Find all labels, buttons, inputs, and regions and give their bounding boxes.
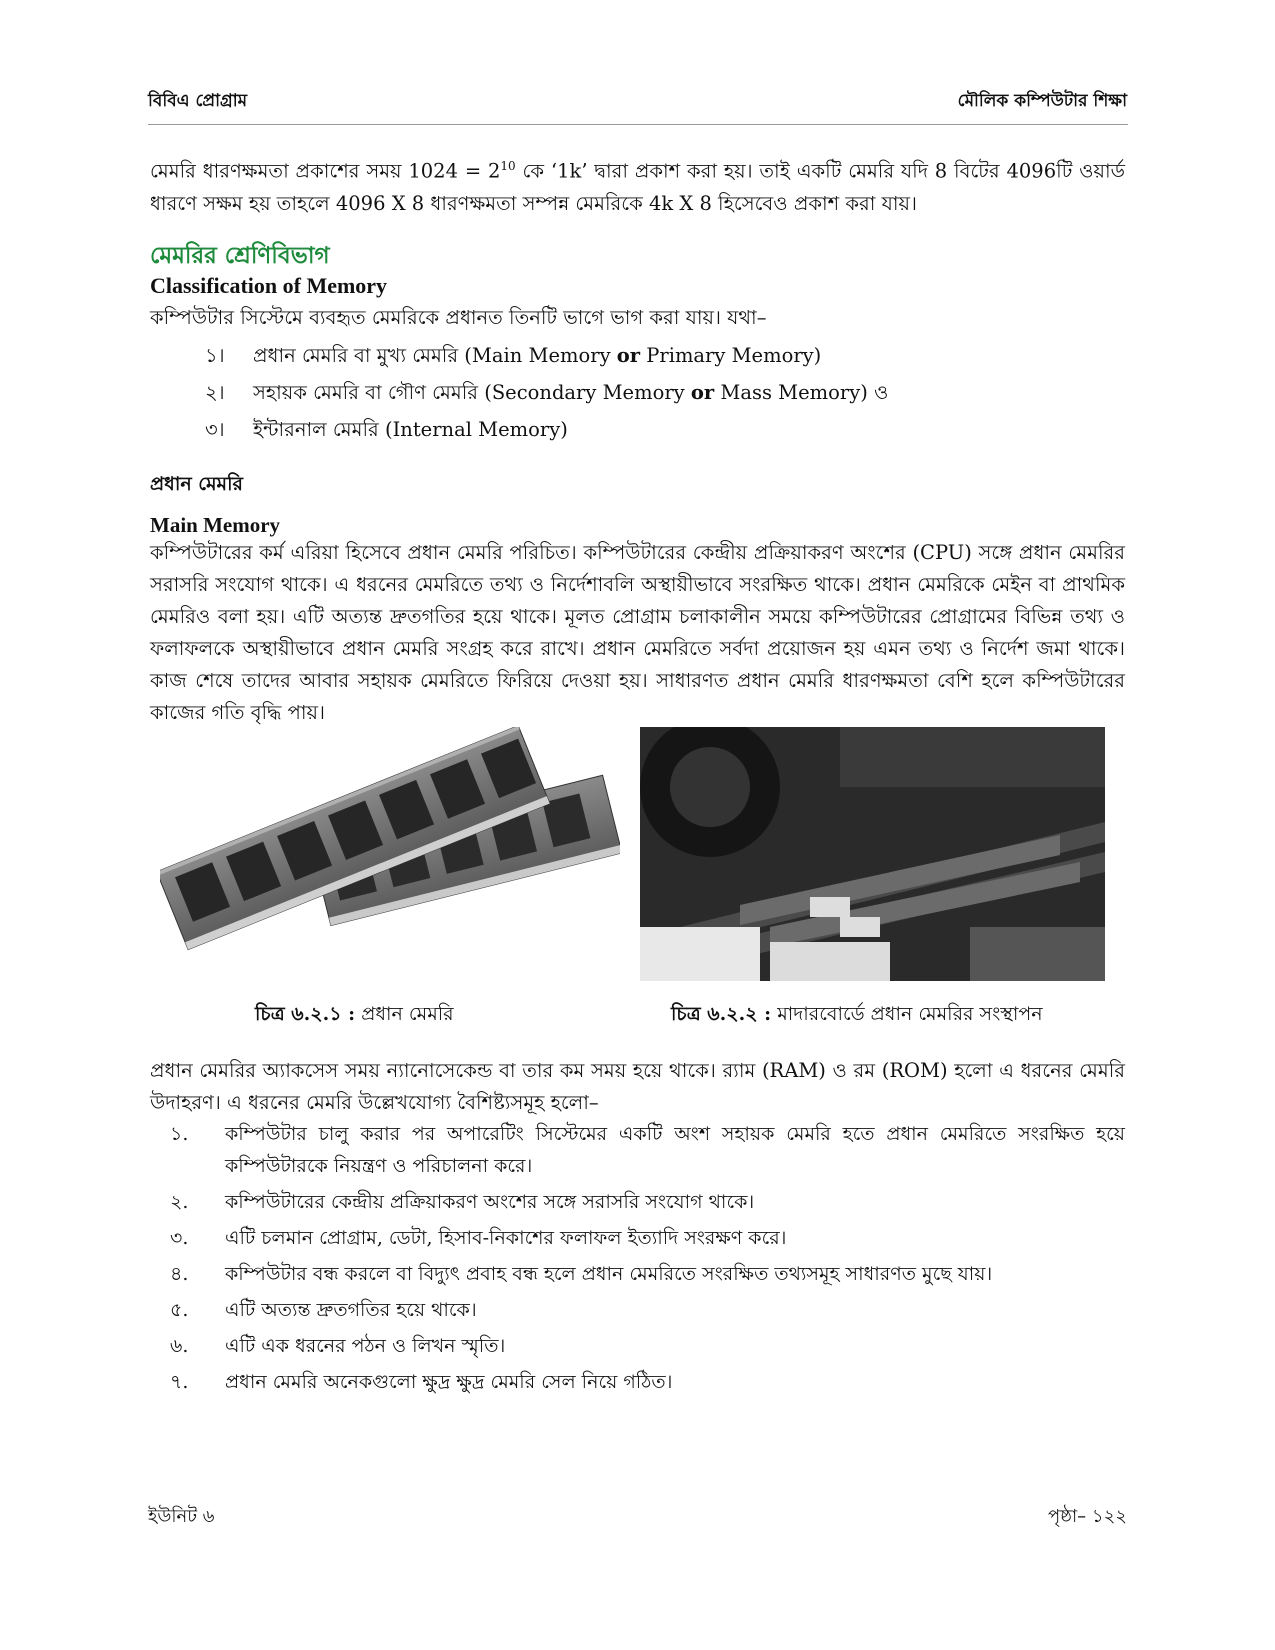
intro-superscript: 10 xyxy=(500,159,516,173)
motherboard-image xyxy=(640,727,1105,981)
list-text: ইন্টারনাল মেমরি (Internal Memory) xyxy=(253,418,568,441)
list-text: এটি অত্যন্ত দ্রুতগতির হয়ে থাকে। xyxy=(225,1299,477,1321)
classification-list xyxy=(205,337,888,448)
list-text: সহায়ক মেমরি বা গৌণ মেমরি (Secondary Memory xyxy=(253,381,691,404)
features-list xyxy=(170,1118,1125,1402)
list-number: ৭. xyxy=(170,1371,189,1393)
list-item xyxy=(170,1294,1125,1326)
intro-text-a: মেমরি ধারণক্ষমতা প্রকাশের সময় 1024 = 2 xyxy=(150,159,501,183)
list-item xyxy=(170,1258,1125,1290)
main-memory-heading-en: Main Memory xyxy=(150,513,281,537)
footer-right: পৃষ্ঠা– ১২২ xyxy=(1048,1506,1127,1527)
figure-label-2: চিত্র ৬.২.২ : xyxy=(671,1003,772,1025)
list-item xyxy=(170,1330,1125,1362)
list-item xyxy=(170,1366,1125,1398)
figure-caption-text-1: প্রধান মেমরি xyxy=(355,1003,454,1025)
list-bold: or xyxy=(616,344,641,367)
list-number: ২. xyxy=(170,1191,189,1213)
main-memory-paragraph: কম্পিউটারের কর্ম এরিয়া হিসেবে প্রধান মেমরি পরিচিত। কম্পিউটারের কেন্দ্রীয় প্রক্রিয়াকরণ অংশের (CPU) সঙ্গে প্রধান মেমরির সরাসরি সংযোগ থাকে। এ ধরনের মেমরিতে তথ্য ও নির্দেশাবলি অস্থায়ীভাবে সংরক্ষিত থাকে। প্রধান মেমরিকে মেইন বা প্রাথমিক মেমরিও বলা হয়। এটি অত্যন্ত দ্রুতগতির হয়ে থাকে। মূলত প্রোগ্রাম চলাকালীন সময়ে কম্পিউটারের প্রোগ্রামের বিভিন্ন তথ্য ও ফলাফলকে অস্থায়ীভাবে প্রধান মেমরি সংগ্রহ করে রাখে। প্রধান মেমরিতে সর্বদা প্রয়োজন হয় এমন তথ্য ও নির্দেশ জমা থাকে। কাজ শেষে তাদের আবার সহায়ক মেমরিতে ফিরিয়ে দেওয়া হয়। সাধারণত প্রধান মেমরি ধারণক্ষমতা বেশি হলে কম্পিউটারের কাজের গতি বৃদ্ধি পায়। xyxy=(150,541,1125,724)
list-number: ৪. xyxy=(170,1263,189,1285)
list-text: এটি চলমান প্রোগ্রাম, ডেটা, হিসাব-নিকাশের ফলাফল ইত্যাদি সংরক্ষণ করে। xyxy=(225,1227,787,1249)
list-item xyxy=(205,411,888,448)
list-text: প্রধান মেমরি বা মুখ্য মেমরি (Main Memory xyxy=(253,344,617,367)
motherboard-illustration xyxy=(640,727,1105,981)
figure-label-1: চিত্র ৬.২.১ : xyxy=(255,1003,356,1025)
classification-intro: কম্পিউটার সিস্টেমে ব্যবহৃত মেমরিকে প্রধানত তিনটি ভাগে ভাগ করা যায়। যথা– xyxy=(150,306,767,329)
list-text: প্রধান মেমরি অনেকগুলো ক্ষুদ্র ক্ষুদ্র মেমরি সেল নিয়ে গঠিত। xyxy=(225,1371,673,1393)
footer-left: ইউনিট ৬ xyxy=(148,1506,215,1527)
header-divider xyxy=(148,124,1128,125)
intro-text-b: কে ‘1k’ দ্বারা প্রকাশ করা হয়। তাই একটি মেমরি যদি 8 বিটের 4096টি ওয়ার্ড ধারণে সক্ষম হয় তাহলে 4096 X 8 ধারণক্ষমতা সম্পন্ন মেমরিকে 4k X 8 হিসেবেও প্রকাশ করা যায়। xyxy=(150,159,1125,215)
list-number: ৬. xyxy=(170,1335,189,1357)
list-item xyxy=(170,1186,1125,1218)
intro-paragraph xyxy=(150,150,1125,220)
ram-modules-image xyxy=(160,727,620,981)
list-text-end: Primary Memory) xyxy=(640,344,822,367)
list-number: ১। xyxy=(205,344,225,367)
classification-heading-en: Classification of Memory xyxy=(150,273,388,298)
list-item xyxy=(170,1222,1125,1254)
header-left: বিবিএ প্রোগ্রাম xyxy=(148,91,248,111)
ram-modules-illustration xyxy=(160,727,620,981)
list-bold: or xyxy=(690,381,715,404)
list-text: কম্পিউটার বন্ধ করলে বা বিদ্যুৎ প্রবাহ বন্ধ হলে প্রধান মেমরিতে সংরক্ষিত তথ্যসমূহ সাধারণত মুছে যায়। xyxy=(225,1263,993,1285)
figure-caption-text-2: মাদারবোর্ডে প্রধান মেমরির সংস্থাপন xyxy=(771,1003,1043,1025)
list-item xyxy=(205,374,888,411)
access-paragraph: প্রধান মেমরির অ্যাকসেস সময় ন্যানোসেকেন্ড বা তার কম সময় হয়ে থাকে। র‍্যাম (RAM) ও রম (ROM) হলো এ ধরনের মেমরি উদাহরণ। এ ধরনের মেমরি উল্লেখযোগ্য বৈশিষ্ট্যসমূহ হলো– xyxy=(150,1059,1125,1114)
header-right: মৌলিক কম্পিউটার শিক্ষা xyxy=(957,91,1127,111)
list-text-end: Mass Memory) ও xyxy=(714,381,889,404)
classification-heading-bn: মেমরির শ্রেণিবিভাগ xyxy=(150,243,330,269)
list-number: ২। xyxy=(205,381,225,404)
list-number: ৩. xyxy=(170,1227,189,1249)
list-text: কম্পিউটার চালু করার পর অপারেটিং সিস্টেমের একটি অংশ সহায়ক মেমরি হতে প্রধান মেমরিতে সংরক্ষিত হয়ে কম্পিউটারকে নিয়ন্ত্রণ ও পরিচালনা করে। xyxy=(225,1123,1125,1177)
list-number: ১. xyxy=(170,1123,189,1145)
list-text: এটি এক ধরনের পঠন ও লিখন স্মৃতি। xyxy=(225,1335,506,1357)
list-text: কম্পিউটারের কেন্দ্রীয় প্রক্রিয়াকরণ অংশের সঙ্গে সরাসরি সংযোগ থাকে। xyxy=(225,1191,755,1213)
main-memory-heading-bn: প্রধান মেমরি xyxy=(150,473,243,495)
figure-caption-1 xyxy=(255,1000,454,1032)
list-item xyxy=(170,1118,1125,1182)
list-item xyxy=(205,337,888,374)
list-number: ৩। xyxy=(205,418,225,441)
list-number: ৫. xyxy=(170,1299,189,1321)
figure-caption-2 xyxy=(671,1000,1043,1032)
